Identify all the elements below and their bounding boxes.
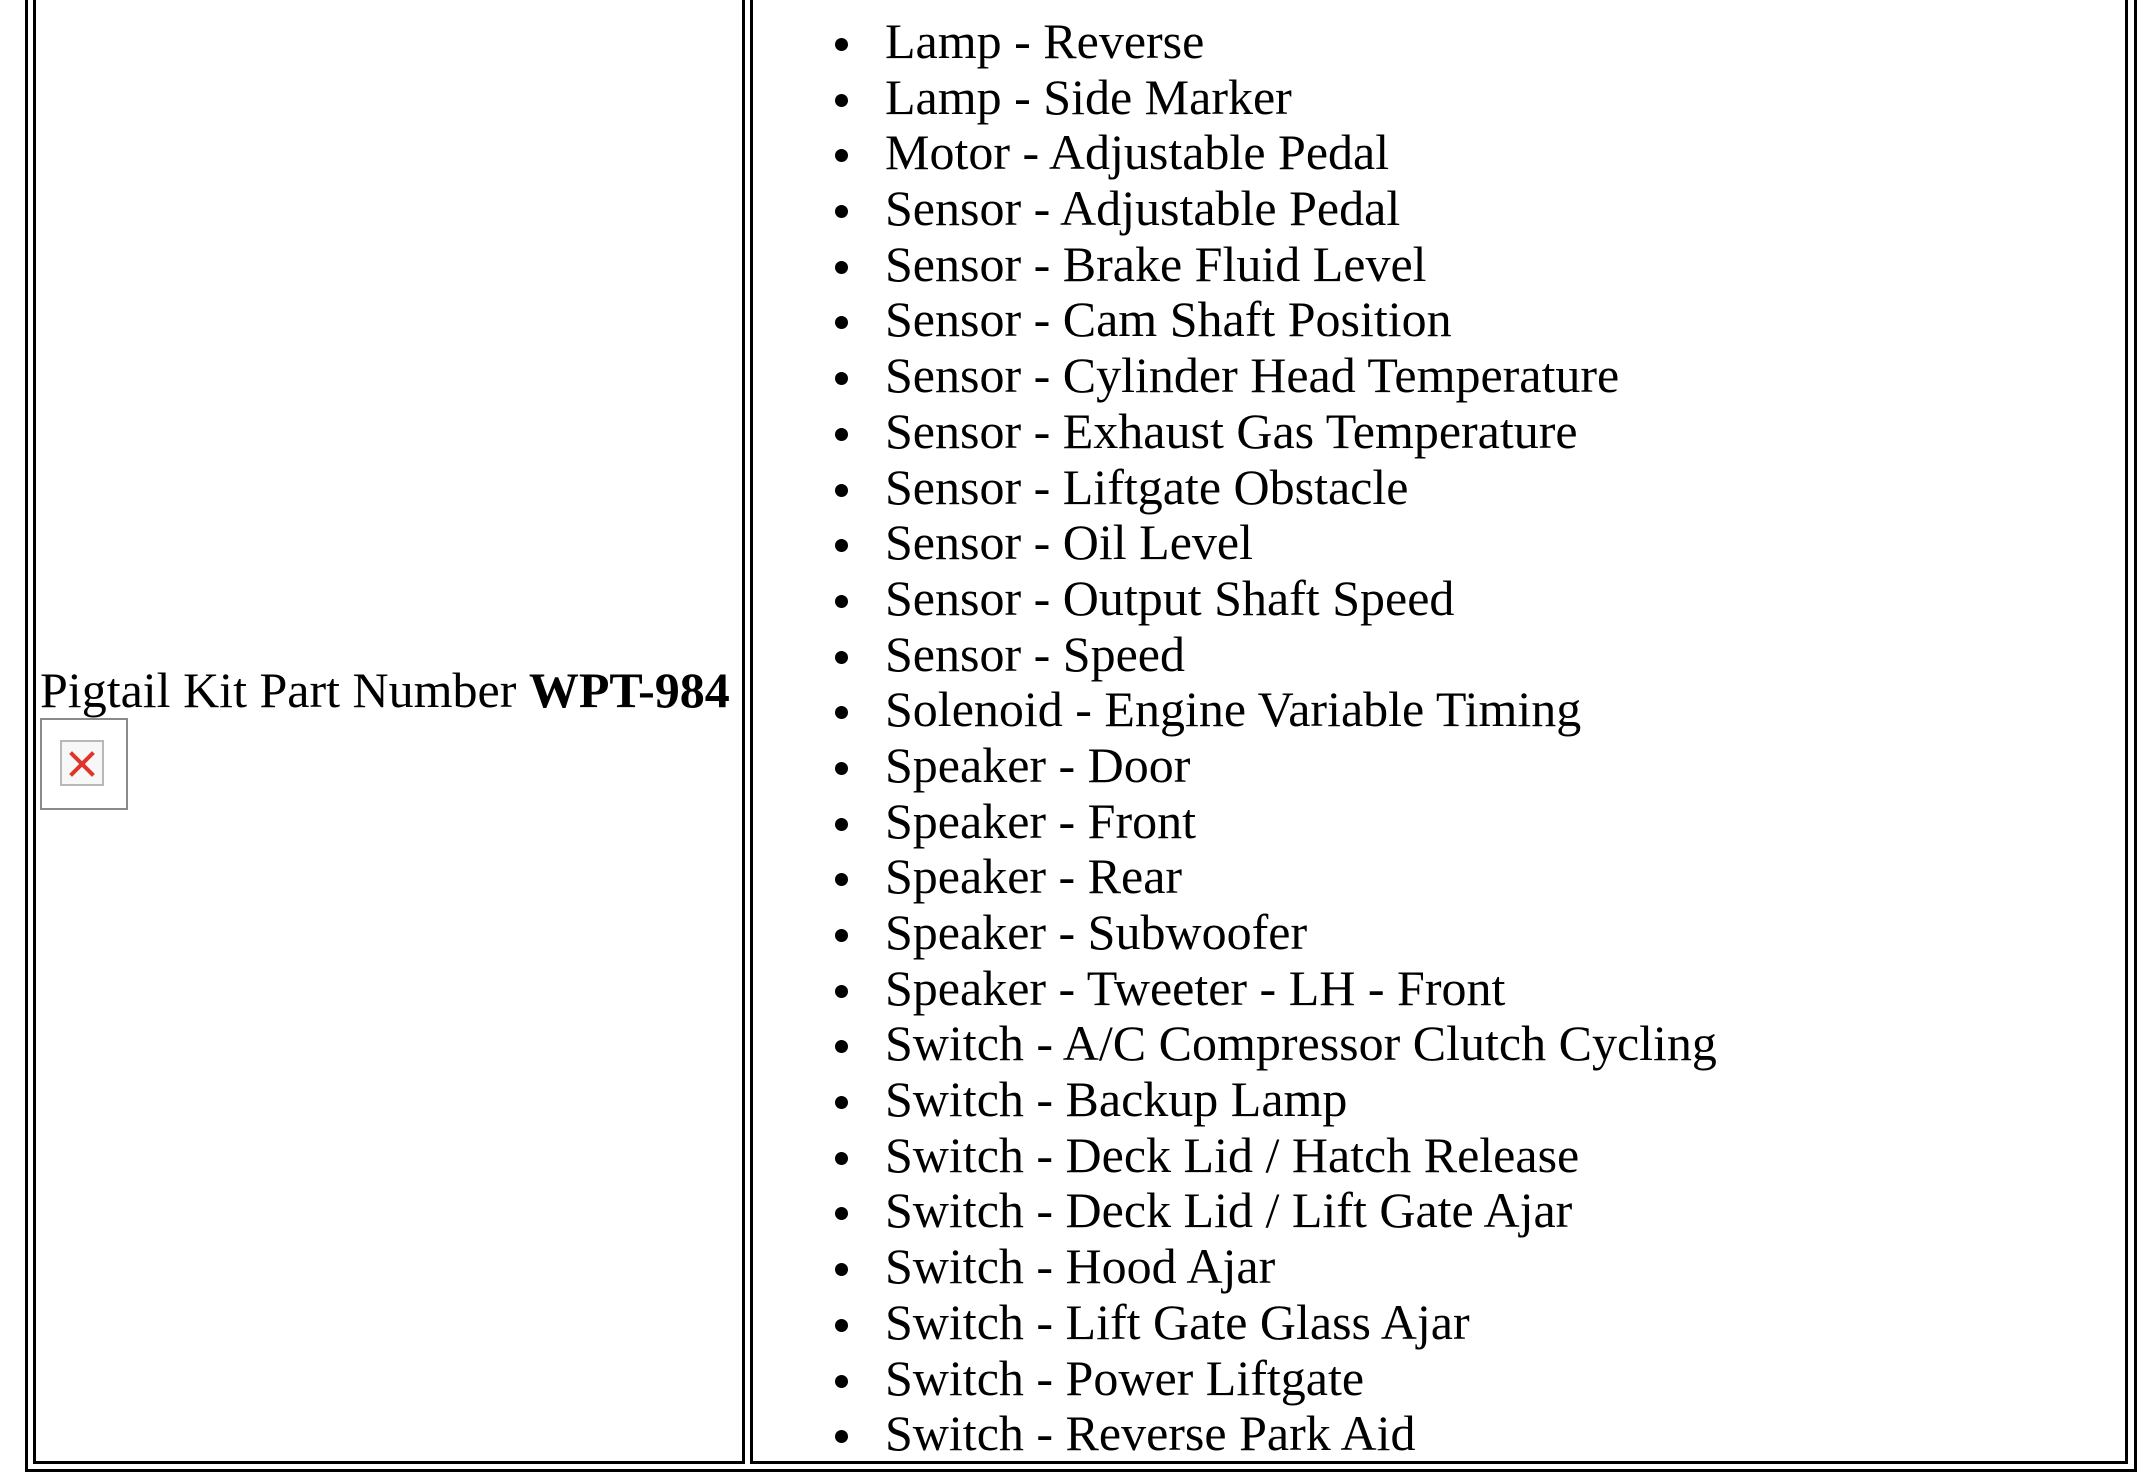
list-item [835, 1350, 1717, 1406]
bullet-icon [835, 873, 848, 886]
list-item-text: Sensor - Liftgate Obstacle [885, 458, 1409, 515]
list-item-text: Switch - Backup Lamp [885, 1071, 1348, 1128]
pigtail-cell [33, 0, 745, 1464]
bullet-icon [835, 38, 848, 51]
list-item-text: Speaker - Door [885, 736, 1191, 793]
bullet-icon [835, 316, 848, 329]
list-item [835, 1182, 1717, 1238]
parts-list [835, 13, 1717, 1461]
list-item-text: Sensor - Oil Level [885, 514, 1253, 571]
list-item-text: Speaker - Rear [885, 848, 1183, 905]
list-item [835, 1071, 1717, 1127]
close-x-icon [68, 750, 96, 778]
list-item-text: Speaker - Front [885, 792, 1197, 849]
bullet-icon [835, 929, 848, 942]
list-item [835, 1238, 1717, 1294]
broken-image-frame [60, 740, 104, 786]
bullet-icon [835, 1375, 848, 1388]
bullet-icon [835, 706, 848, 719]
bullet-icon [835, 1319, 848, 1332]
list-item-text: Solenoid - Engine Variable Timing [885, 681, 1582, 738]
bullet-icon [835, 651, 848, 664]
list-item-text: Sensor - Speed [885, 625, 1185, 682]
list-item-text: Switch - Deck Lid / Lift Gate Ajar [885, 1182, 1573, 1239]
list-item [835, 904, 1717, 960]
bullet-icon [835, 149, 848, 162]
list-item [835, 626, 1717, 682]
bullet-icon [835, 1096, 848, 1109]
list-item-text: Speaker - Tweeter - LH - Front [885, 959, 1506, 1016]
list-item [835, 1127, 1717, 1183]
list-item-text: Switch - Power Liftgate [885, 1349, 1365, 1406]
list-item [835, 793, 1717, 849]
list-item [835, 69, 1717, 125]
pigtail-kit-label [40, 662, 730, 718]
list-item-text: Sensor - Cam Shaft Position [885, 291, 1452, 348]
bullet-icon [835, 762, 848, 775]
list-item [835, 1294, 1717, 1350]
list-item [835, 180, 1717, 236]
list-item-text: Switch - Deck Lid / Hatch Release [885, 1126, 1580, 1183]
list-item-text: Lamp - Side Marker [885, 68, 1292, 125]
bullet-icon [835, 1040, 848, 1053]
list-item-text: Sensor - Exhaust Gas Temperature [885, 402, 1578, 459]
bullet-icon [835, 428, 848, 441]
list-item-text: Speaker - Subwoofer [885, 904, 1308, 960]
bullet-icon [835, 818, 848, 831]
list-item-text: Sensor - Brake Fluid Level [885, 235, 1427, 292]
bullet-icon [835, 1430, 848, 1443]
bullet-icon [835, 94, 848, 107]
list-item [835, 848, 1717, 904]
bullet-icon [835, 985, 848, 998]
list-item [835, 1405, 1717, 1461]
list-item-text: Motor - Adjustable Pedal [885, 124, 1390, 181]
pigtail-part-number: WPT-984 [528, 662, 730, 718]
bullet-icon [835, 1263, 848, 1276]
list-item-text: Sensor - Cylinder Head Temperature [885, 347, 1620, 404]
bullet-icon [835, 539, 848, 552]
bullet-icon [835, 595, 848, 608]
list-item [835, 737, 1717, 793]
broken-image-icon [40, 718, 128, 810]
list-item [835, 960, 1717, 1016]
bullet-icon [835, 484, 848, 497]
bullet-icon [835, 372, 848, 385]
bullet-icon [835, 1207, 848, 1220]
list-item-text: Switch - A/C Compressor Clutch Cycling [885, 1015, 1717, 1072]
list-item [835, 291, 1717, 347]
pigtail-label-prefix: Pigtail Kit Part Number [40, 662, 529, 718]
bullet-icon [835, 261, 848, 274]
list-item-text: Switch - Hood Ajar [885, 1238, 1276, 1295]
list-item [835, 13, 1717, 69]
list-item [835, 347, 1717, 403]
list-item-text: Sensor - Adjustable Pedal [885, 180, 1401, 237]
list-item [835, 514, 1717, 570]
list-item-text: Lamp - Reverse [885, 13, 1205, 69]
bullet-icon [835, 1152, 848, 1165]
list-item [835, 124, 1717, 180]
list-item [835, 681, 1717, 737]
bullet-icon [835, 205, 848, 218]
list-item-text: Sensor - Output Shaft Speed [885, 569, 1455, 626]
list-item-text: Switch - Lift Gate Glass Ajar [885, 1293, 1470, 1350]
list-item [835, 459, 1717, 515]
list-item-text: Switch - Reverse Park Aid [885, 1405, 1416, 1462]
list-item [835, 1015, 1717, 1071]
list-item [835, 236, 1717, 292]
list-item [835, 403, 1717, 459]
list-item [835, 570, 1717, 626]
